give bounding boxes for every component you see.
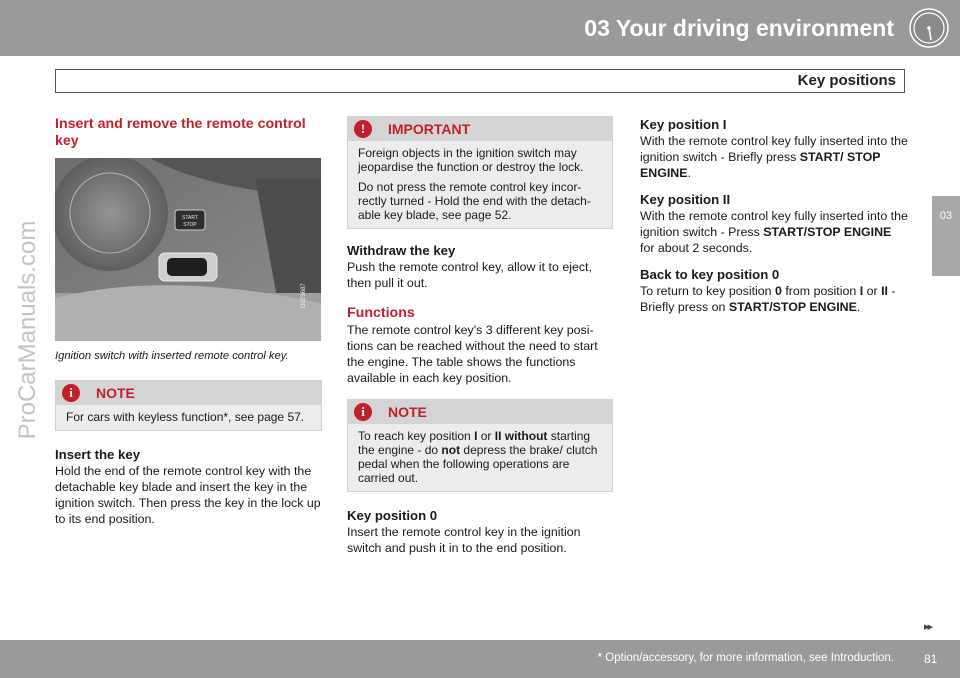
next-page-arrows[interactable]: ▸▸ (924, 621, 932, 633)
important-box (347, 116, 613, 229)
header-bar (0, 0, 960, 56)
key-position-1-text: With the remote control key fully inserted into the ignition switch - Briefly press START/ STOP ENGINE. (640, 134, 908, 180)
important-box-body (348, 141, 612, 228)
note-box-2-header (348, 400, 612, 424)
insert-key-heading: Insert the key (55, 447, 141, 462)
key-position-2-text: With the remote control key fully inserted into the ignition switch - Press START/STOP ENGINE for about 2 seconds. (640, 209, 908, 255)
note-2-text: To reach key position I or II without starting the engine - do not depress the brake/ clutch pedal when the following operations are carried out. (358, 429, 598, 485)
important-box-header (348, 117, 612, 141)
important-paragraph-1: Foreign objects in the ignition switch may jeopardise the function or destroy the lock. (358, 146, 584, 174)
photo-code: G029687 (301, 283, 307, 308)
column-2 (347, 116, 613, 556)
warning-icon: ! (354, 120, 372, 138)
footer-bar (0, 640, 960, 678)
watermark-text: ProCarManuals.com (14, 220, 41, 440)
note-label: NOTE (388, 404, 427, 420)
section-header-box (55, 69, 905, 93)
back-to-position-0-text: To return to key position 0 from position I or II - Briefly press on START/STOP ENGINE. (640, 284, 896, 314)
column-3 (640, 117, 908, 315)
key-position-0-heading: Key position 0 (347, 508, 438, 523)
chapter-side-tab (932, 196, 960, 276)
info-icon: i (354, 403, 372, 421)
note-box-1 (55, 380, 322, 431)
key-position-2-heading: Key position II (640, 192, 731, 207)
insert-remove-heading: Insert and remove the remote control key (55, 116, 306, 149)
key-position-1-heading: Key position I (640, 117, 727, 132)
key-position-0-text: Insert the remote control key in the ignition switch and push it in to the end position. (347, 525, 581, 555)
footnote: * Option/accessory, for more information, see Introduction. (597, 652, 894, 664)
important-paragraph-2: Do not press the remote control key incor-rectly turned - Hold the end with the detach-able key blade, see page 52. (358, 180, 591, 222)
functions-text: The remote control key's 3 different key posi-tions can be reached without the need to start the engine. The table shows the functions available in each key position. (347, 323, 598, 385)
info-icon: i (62, 384, 80, 402)
note-box-2-body (348, 424, 612, 491)
page-number: 81 (924, 652, 938, 666)
watermark (8, 90, 48, 570)
note-text: For cars with keyless function*, see page 57. (66, 410, 305, 424)
section-title: Key positions (797, 72, 896, 89)
note-box-2 (347, 399, 613, 492)
note-box-1-body (56, 405, 321, 430)
withdraw-key-heading: Withdraw the key (347, 243, 456, 258)
photo-button-bottom: STOP (183, 222, 197, 228)
photo-button-top: START (182, 215, 198, 221)
withdraw-key-text: Push the remote control key, allow it to eject, then pull it out. (347, 260, 592, 290)
back-to-position-0-heading: Back to key position 0 (640, 267, 780, 282)
note-label: NOTE (96, 385, 135, 401)
ignition-switch-photo (55, 158, 321, 341)
speedometer-icon (909, 8, 949, 48)
important-label: IMPORTANT (388, 121, 471, 137)
chapter-title: 03 Your driving environment (584, 15, 894, 41)
photo-caption: Ignition switch with inserted remote control key. (55, 350, 289, 362)
functions-heading: Functions (347, 305, 415, 321)
ignition-photo-illustration (55, 158, 321, 341)
note-box-1-header (56, 381, 321, 405)
insert-key-text: Hold the end of the remote control key with the detachable key blade and insert the key in the ignition switch. Then press the key in the lock up to its end position. (55, 464, 321, 526)
column-1 (55, 116, 322, 527)
side-tab-label: 03 (939, 210, 953, 222)
